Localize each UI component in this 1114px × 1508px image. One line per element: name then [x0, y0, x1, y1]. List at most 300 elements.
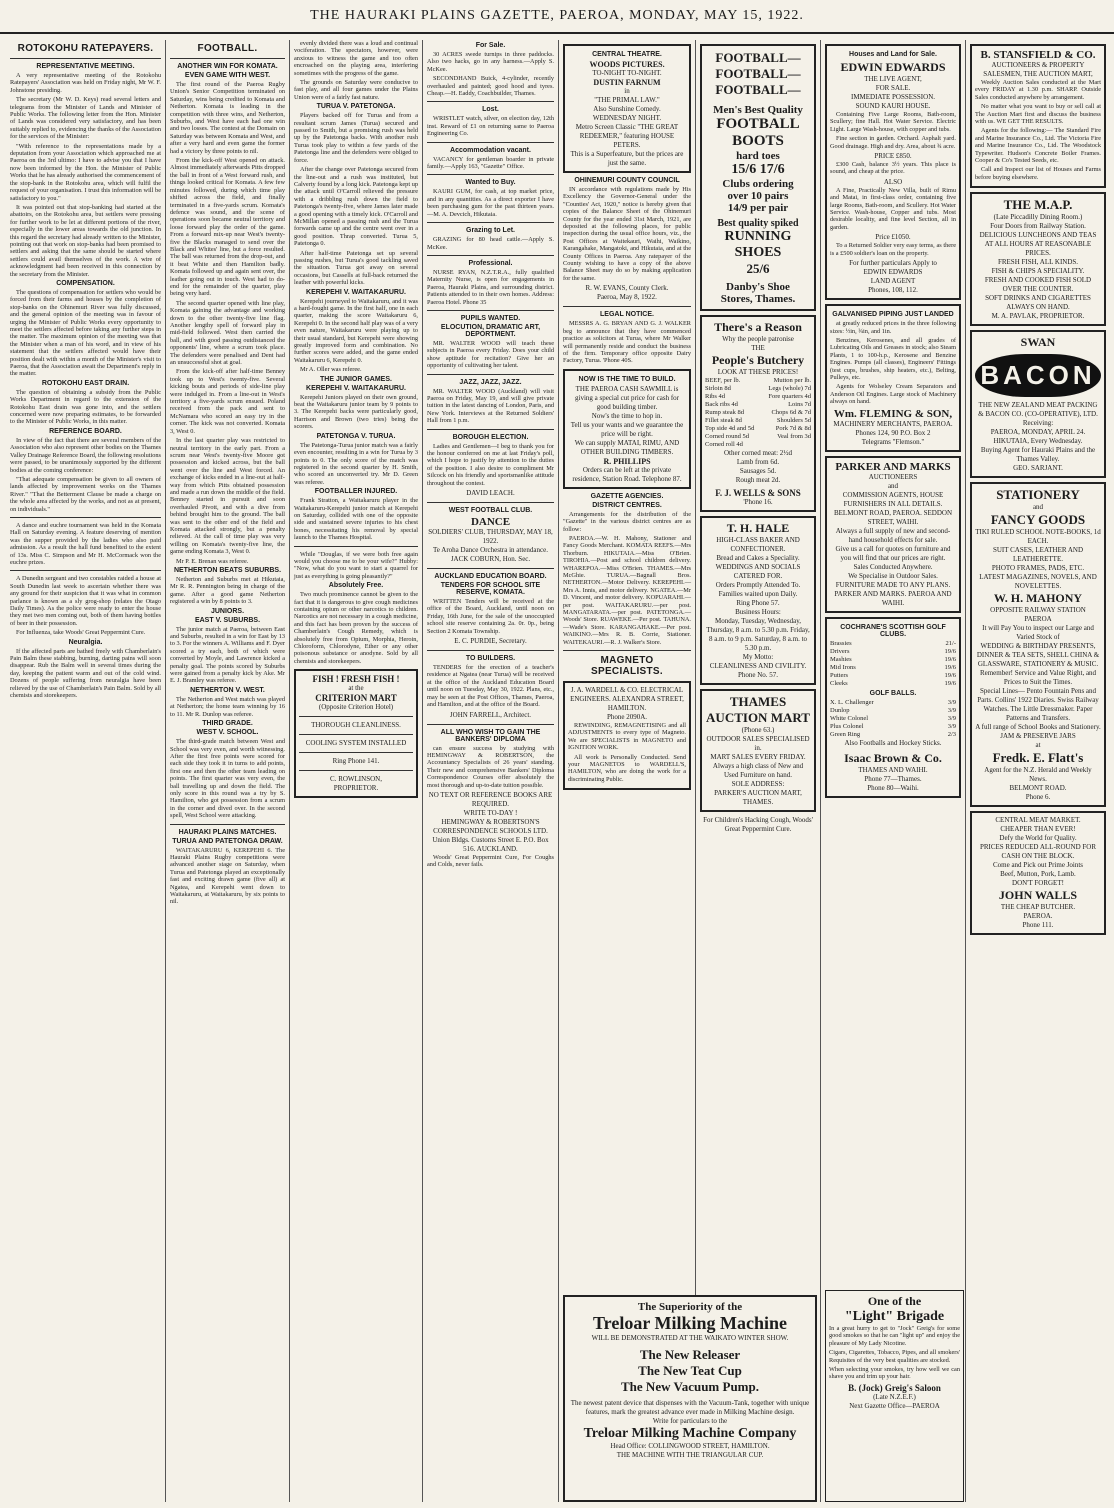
ad-price: 25/6 [746, 261, 770, 276]
column-business [966, 40, 1110, 1502]
ad-line: Agents for Wolseley Cream Separators and Anderson Oil Engines. Large stock of Machinery always on hand. [830, 383, 956, 406]
classified-heading: For Sale. [475, 42, 506, 49]
ad-line: SOFT DRINKS AND CIGARETTES ALWAYS ON HAND. [985, 294, 1091, 312]
ad-line: B. (Jock) Greig's Saloon [848, 1382, 941, 1393]
ad-line: A Fine, Practically New Villa, built of Rimu and Matai, in first-class order, containing five large Rooms, Bath-room, and Scullery. Hot Water Service. Wash-house, Copper and tubs. Most desirable locality, and fine level Section, all in garden. [830, 186, 956, 231]
article-subtitle: REPRESENTATIVE MEETING. [36, 63, 135, 70]
golf-row [830, 672, 956, 680]
ad-line: Also Footballs and Hockey Sticks. [844, 738, 942, 747]
ball-row [830, 731, 956, 739]
ad-line: Orders Promptly Attended To. [715, 581, 801, 589]
signature: JOHN FARRELL, Architect. [449, 710, 532, 719]
paragraph: For Influenza, take Woods' Great Peppermint Cure. [16, 629, 146, 637]
ad-line: PAEROA, MONDAY, APRIL 24. HIKUTAIA, Every Wednesday. [990, 428, 1086, 446]
ad-line: The New Vacuum Pump. [621, 1379, 759, 1394]
classified-heading: Wanted to Buy. [465, 179, 516, 187]
classified-item: can ensure success by studying with HEMINGWAY & ROBERTSON, the Accountancy Specialists of 26 years' standing. Their new and comprehensive Bankers' Diploma Correspondence Courses offer absolutely the most thorough and up-to-date tuition possible. [427, 744, 554, 789]
ad-line: CHEAPER THAN EVER! [1000, 825, 1076, 834]
ad-line: Danby's Shoe [726, 281, 790, 293]
rule [427, 310, 554, 311]
ad-line: Business Hours: [735, 608, 781, 616]
paragraph: WAITAKARURU 6, KEREPEHI 6. The Hauraki Plains Rugby competitions were advanced another stage on Saturday, when Turua and Patetonga played an exceptionally fast and exciting drawn game (five all) at Ngatea, and Kerepehi went down to Waitakaruru, at Waitakaruru, by six points to nil. [170, 846, 285, 906]
ad-line: FANCY GOODS [990, 512, 1086, 528]
rule [10, 517, 161, 518]
theatre-text: TO-NIGHT TO-NIGHT. [592, 69, 662, 77]
paragraph: Netherton and Suburbs met at Hikutaia, Mr R. R. Pennington being in charge of the game. After a good game Netherton registered a win by 8 points to 3. [170, 576, 285, 606]
ad-line: Phone No. 57. [737, 671, 779, 679]
ad-line: Containing Five Large Rooms, Bath-room, Scullery; fine Hall. Hot Water Service. Electric Light. Large Wash-house, with copper and tubs. [830, 111, 956, 133]
masthead [0, 0, 1114, 34]
ad-line: BOOTS [732, 133, 784, 149]
ad-line: AUCTION MART [706, 710, 810, 725]
price-row [705, 401, 811, 409]
ball-row [830, 715, 956, 723]
ad-line: Special Lines— Pento Fountain Pens and Parts. Collins' 1922 Diaries. Swiss Railway Watches. The Little Dressmaker. Paper Patterns and Transfers. [977, 687, 1099, 723]
ad-line: Lamb from 6d. [736, 458, 780, 466]
ad-line: Telegrams "Flemson." [861, 437, 925, 446]
classified-item: TENDERS for the erection of a teacher's residence at Ngatea (near Turua) will be received at the office of the Auckland Education Board until noon on Tuesday, May 30, 1922. Plans, etc., may be seen at the Post Offices, Thames, Paeroa, and Hamilton, and at the office of the Board. [427, 664, 554, 709]
bacon-logo: BACON [975, 354, 1101, 397]
ad-line: SHOES [734, 245, 782, 260]
classified-item: SECONDHAND Buick, 4-cylinder, recently overhauled and painted; good hood and tyres. Cheap.—H. Eaddy, Coachbuilder, Thames. [427, 75, 554, 98]
notice-subheading: DISTRICT CENTRES. [592, 501, 662, 509]
paragraph: After half-time Patetonga set up several passing rushes, but Turua's good tackling saved the situation. Turua got away on several occasions, but Cassells at full-back returned the leather with powerful kicks. [294, 249, 418, 287]
ad-line: (Late N.Z.E.F.) [873, 1392, 916, 1401]
ad-line: WEDDING & BIRTHDAY PRESENTS, DINNER & TEA SETS, SHELL CHINA & GLASSWARE, STATIONERY & MUSIC. [976, 642, 1100, 669]
golf-row-cell: Cleeks [830, 679, 848, 687]
ad-line: Best quality spiked [717, 218, 799, 229]
paragraph: The grounds on Saturday were conducive to fast play, and all four games under the Plains Union were of a fairly fast nature. [294, 79, 418, 101]
price-row-cell: Veal from 3d [777, 433, 811, 440]
paragraph: "That adequate compensation be given to all owners of lands affected by improvement works on the Thames River." "That the Betterment Clause be made a charge on the whole area affected by the works, and not as at present, on individuals." [10, 475, 161, 513]
ad-line: (Late Piccadilly Dining Room.) [993, 213, 1083, 222]
ad-line: Remember! Service and Value Right, and Prices to Suit the Times. [979, 669, 1097, 687]
dance-text: SOLDIERS' CLUB, THURSDAY, MAY 18, 1922. [428, 528, 553, 546]
price-row-cell: Legs (whole) 7d [768, 385, 811, 392]
fish-text: THOROUGH CLEANLINESS. [311, 721, 401, 730]
paragraph: The Netherton and West match was played at Netherton; the home team winning by 16 to 11. Mr R. Dunlop was referee. [170, 695, 285, 718]
ad-line: Monday, Tuesday, Wednesday, Thursday, 8 a.m. to 5.30 p.m. Friday, 8 a.m. to 9 p.m. Saturday, 8 a.m. to 5.30 p.m. [706, 617, 810, 652]
notice-text: MESSRS A. G. BRYAN AND G. J. WALKER beg to announce that they have commenced practice as solicitors at Turua, where Mr Walker will permanently reside and conduct the business of the firm. Temporary office opposite Dairy Factory, Turua. 'Phone 40S. [563, 320, 691, 365]
ad-line: THE [751, 344, 765, 352]
theatre-heading: CENTRAL THEATRE. [592, 51, 662, 58]
fish-text: at the [348, 684, 364, 693]
classified-heading: PUPILS WANTED. [460, 314, 521, 322]
ad-line: SUIT CASES, LEATHER AND LEATHERETTE. [992, 546, 1084, 564]
rule [299, 770, 413, 771]
ad-line: THE NEW ZEALAND MEAT PACKING & BACON CO. (CO-OPERATIVE), LTD. [978, 401, 1098, 419]
golf-row-cell: 19/6 [944, 671, 956, 679]
section-heading: WEST V. SCHOOL. [196, 729, 259, 737]
ball-row-cell: 3/9 [947, 698, 956, 706]
classified-heading: AUCKLAND EDUCATION BOARD. [434, 573, 547, 581]
golf-row [830, 640, 956, 648]
ad-line: B. STANSFIELD & CO. [980, 49, 1096, 61]
golf-row-cell: Mashies [830, 655, 852, 663]
ad-line: PRICES REDUCED ALL-ROUND FOR CASH ON THE BLOCK. [979, 843, 1097, 861]
golf-row-cell: 19/6 [944, 663, 956, 671]
classified-item: WRISTLET watch, silver, on election day, 12th inst. Reward of £1 on returning same to Paeroa Engineering Co. [427, 115, 554, 138]
ad-line: FOOTBALL— [715, 50, 801, 65]
ball-row-cell: Dunlop [830, 706, 850, 714]
ad-line: FOR SALE. [875, 84, 911, 92]
section-heading: FOOTBALLER INJURED. [314, 488, 398, 496]
ad-line: Phone 77—Thames. [864, 774, 922, 783]
ad-line: PARKER AND MARKS. PAEROA AND WAIHI. [834, 589, 952, 607]
ad-line: Isaac Brown & Co. [844, 750, 942, 765]
rule [427, 374, 554, 375]
rule [563, 306, 691, 307]
ball-row-cell: X. L. Challenger [830, 698, 874, 706]
ad-line: Benzines, Kerosenes, and all grades of Lubricating Oils and Greases in stock; also Steam Plants, 1 to 100-h.p., Kerosene and Benzine Engines. Pumps (all classes), Engineers' Fittings (test cups, brushes, ship heaters, etc.), Belting, Pulleys, etc. [830, 336, 956, 381]
ad-line: Come and Pick out Prime Joints [992, 861, 1084, 870]
section-heading: Absolutely Free. [328, 582, 384, 590]
ad-line: at [1035, 741, 1041, 750]
paragraph: A very representative meeting of the Rotokohu Ratepayers' Association was held on Friday night, Mr W. F. Johnstone presiding. [10, 72, 161, 94]
ad-heading: COCHRANE'S SCOTTISH GOLF CLUBS. [840, 623, 946, 638]
butchery-advert [700, 315, 816, 512]
price-table [705, 377, 811, 449]
theatre-film: "THE PRIMAL LAW." [594, 96, 660, 104]
rule [299, 734, 413, 735]
paragraph: The first round of the Paeroa Rugby Union's Senior Competition terminated on Saturday, wins being credited to Komata and Netherton. Komata is leading in the competition with three wins, and Netherton, Suburbs, and West have each had one win and two losses. The contest at the Domain on Saturday was between Komata and West, and after a very hard and even game the former had a victory by three points to nil. [170, 81, 285, 155]
ball-row-cell: 3/9 [947, 722, 956, 730]
paragraph: From the kick-off West opened on attack. Almost immediately afterwards Pitts dropped the ball in front of a West forward rush, and things looked critical for Komata. A few few minutes followed, during which time play shifted across the field, and finally terminated in a five-yards scrum. Komata's defence was sound, and the scene of operations soon became neutral territory and loose forward play the order of the game. From a forward mix-up near West's twenty-five the Blacks managed to send over the Black and Whites' line, but a force resulted. The ball was returned from the drop-out, and it beat White and then Hamilton badly. Komata followed up and again sent over, the leather going out in touch. West had to do-end for the remainder of the quarter, play being very hard. [170, 157, 285, 298]
paragraph: "With reference to the representations made by a deputation from your Association which approached me at Paeroa on the 3rd ultimo: I have to advise you that I have now been informed by the Hon. the Minister of Public Works that he has already authorised the commencement of the stop-bank in the Rotokohu area, which will fulfil the request of your organisation. I trust this information will be satisfactory to you." [10, 142, 161, 202]
ad-line: Sausages 5d. [739, 467, 777, 475]
ad-line: DON'T FORGET! [1012, 879, 1064, 888]
ad-line: Bread and Cakes a Speciality. [716, 554, 800, 562]
ad-line: AUCTIONEERS [868, 472, 918, 481]
price-row-cell: Shoulders 5d [776, 417, 811, 424]
rule [299, 752, 413, 753]
golf-row [830, 656, 956, 664]
notice-text: Now's the time to hop in. [591, 411, 663, 420]
ad-line: COMMISSION AGENTS, HOUSE FURNISHERS IN ALL DETAILS. [842, 490, 944, 508]
section-heading: EAST V. SUBURBS. [194, 616, 261, 624]
ad-line: PARKER'S AUCTION MART, THAMES. [714, 789, 802, 806]
ad-line: and [1032, 503, 1044, 512]
thames-auction-advert [700, 689, 816, 812]
ad-line: EDWIN EDWARDS [840, 60, 946, 74]
ad-line: MART SALES EVERY FRIDAY. [710, 753, 806, 761]
price-row [705, 417, 811, 425]
notice-text: Phone 2090A. [606, 713, 648, 722]
article-subtitle: ANOTHER WIN FOR KOMATA. [177, 63, 278, 70]
ad-line: JOHN WALLS [998, 888, 1078, 903]
ad-line: Treloar Milking Machine Company [583, 1426, 797, 1441]
ad-line: Wm. FLEMING & SON, [833, 407, 953, 420]
column-football-cont [290, 40, 423, 1502]
rule [427, 222, 554, 223]
ad-line: Cigars, Cigarettes, Tobacco, Pipes, and all smokers' Requisites of the very best qualities are stocked. [829, 1349, 960, 1364]
swan-bacon-advert [970, 330, 1106, 478]
edwards-advert [825, 44, 961, 300]
ball-row [830, 699, 956, 707]
ad-heading: GALVANISED PIPING JUST LANDED [832, 311, 954, 319]
ad-line: Phone 6. [1025, 793, 1051, 802]
price-row-cell: Back ribs 4d [705, 401, 738, 408]
ball-row-cell: 2/3 [947, 730, 956, 738]
notice-heading: MAGNETO SPECIALISTS. [591, 655, 663, 678]
classified-heading: TO BUILDERS. [465, 655, 516, 663]
ad-line: (Phone 63.) [741, 726, 775, 734]
golf-row-cell: 19/6 [944, 647, 956, 655]
golf-row-cell: 19/6 [944, 679, 956, 687]
ad-line: BELMONT ROAD, PAEROA. SEDDON STREET, WAIHI. [833, 508, 953, 526]
ad-line: Price £1050. [875, 233, 911, 242]
ad-line: GEO. SARJANT. [1013, 464, 1063, 473]
signature: E. C. PURDIE, Secretary. [454, 637, 527, 646]
ad-line: FRESH AND COOKED FISH SOLD OVER THE COUNTER. [984, 276, 1092, 294]
classified-heading: Accommodation vacant. [450, 146, 531, 154]
notice-heading: LEGAL NOTICE. [600, 311, 654, 319]
ad-title: "Light" Brigade [844, 1309, 945, 1324]
treloar-advert [563, 1295, 817, 1502]
ad-line: Always a high class of New and Used Furniture on hand. [712, 762, 804, 779]
fish-text: Ring Phone 141. [332, 757, 380, 766]
fish-advert [294, 669, 418, 798]
ad-line: Four Doors from Railway Station. [990, 222, 1086, 231]
paragraph: From the kick-off after half-time Benney took up to West's twenty-five. Several kicking bouts and periods of side-line play were indulged in. From a line-out in West's territory a five-yards scrum ensued. Poland received from the pack and sent to McNamara who scored an easy try in the corner. The kick was not converted. Komata 3, West 0. [170, 368, 285, 435]
theatre-text: This is a Superfeature, but the prices are just the same. [570, 150, 684, 167]
ad-line: Agents for the following:— The Standard Fire and Marine Insurance Co., Ltd. The Victoria Fire and Marine Insurance Co., Ltd. The Woodstock Typewriter. Hudson's Concrete Boiler Frames. Cooper & Co's Tested Seeds, etc. [975, 127, 1101, 165]
ad-line: Phone 80—Waihi. [867, 783, 919, 792]
classified-item: MR. WALTER WOOD (Auckland) will visit Paeroa on Friday, May 19, and will give private tuition in the latest dancing of London, Paris, and New York. Interviews at the Returned Soldiers' Hall from 1 p.m. [427, 387, 554, 425]
danbys-advert [700, 44, 816, 311]
rule [427, 174, 554, 175]
ad-line: FOOTBALL— [715, 66, 801, 81]
golf-row-cell: Drivers [830, 647, 850, 655]
ad-line: PAEROA [1024, 615, 1052, 624]
column-notices [559, 40, 696, 1502]
ad-line: Receiving: [1022, 419, 1054, 428]
section-heading: THIRD GRADE. [202, 720, 253, 728]
price-row [705, 385, 811, 393]
paragraph: Kerepehi Juniors played on their own ground, beat the Waitakaruru junior team by 9 points to 3. The Kerepehi backs were particularly good, Harrison and Brown (two tries) being the scorers. [294, 393, 418, 431]
ad-line: LAND AGENT [870, 277, 916, 286]
price-row [705, 393, 811, 401]
section-heading: TURUA V. PATETONGA. [316, 103, 396, 111]
signature: JACK COBURN, Hon. Sec. [450, 555, 531, 564]
ad-line: PHOTO FRAMES, PADS, ETC. [991, 564, 1085, 573]
price-row-cell: Fillet steak 8d [705, 417, 742, 424]
ad-line: No matter what you want to buy or sell call at The Auction Mart first and discuss the business with us. WE GET THE RESULTS. [975, 103, 1101, 126]
notice-date: Paeroa, May 8, 1922. [597, 293, 657, 302]
ad-line: Fine section in garden. Orchard. Asphalt yard. Good drainage. High and dry. Area, about ¾ acre. [830, 135, 956, 150]
price-row-cell: Chops 6d & 7d [771, 409, 811, 416]
paragraph: Players backed off for Turua and from a resultant scrum James (Turua) secured and passed to Smith, but a promising rush was held up by the Patetonga backs. With another rush Turua took play to within a few yards of the Patetonga line and the defenders were obliged to force. [294, 112, 418, 164]
ad-line: STATIONERY [996, 487, 1080, 503]
rule [10, 58, 161, 59]
mahony-advert [970, 482, 1106, 807]
paragraph: Kerepehi journeyed to Waitakaruru, and it was a hard-fought game. In the first half, one in each quarter, making the score Waitakaruru 6, Kerepehi 0. In the second half play was of a very even nature, Waitakaruru were playing up to their usual standard, but Kerepehi were showing greatly improved form and combination. No further scores were added, and the game ended Waitakaruru 6, Kerepehi 0. [294, 297, 418, 364]
rule [427, 101, 554, 102]
column-rotokohu [6, 40, 166, 1502]
hale-advert [700, 516, 816, 685]
golf-row-cell: Putters [830, 671, 849, 679]
theatre-text: WOODS PICTURES. [589, 60, 665, 69]
section-heading: JUNIORS. [210, 607, 245, 615]
ad-line: My Motto: [742, 653, 774, 661]
rule [170, 58, 285, 59]
ad-line: People's Butchery [711, 353, 805, 367]
ad-line: 'Phone 16. [743, 498, 773, 506]
classified-item: GRAZING for 80 head cattle.—Apply S. McKee. [427, 236, 554, 251]
masthead-title: THE HAURAKI PLAINS GAZETTE, PAEROA, MONDAY, MAY 15, 1922. [310, 8, 804, 23]
ad-line: Sales Conducted Anywhere. [853, 562, 933, 571]
paragraph: The questions of compensation for settlers who would be forced from their farms and houses by the completion of stop-banks on the Ohinemuri River was fully discussed, and the general opinion of the meeting was in favour of urging the Minister of Public Works every opportunity to meet the settlers affected before taking any further steps in the matter. The maximum opinion of the meeting was that the Minister when a man of his word, and in view of his statement that the settlers affected would have their position dealt with within a month of the Minister's visit to Paeroa, that the Association await the Department's reply in the matter. [10, 288, 161, 378]
paragraph: Two much prominence cannot be given to the fact that it is dangerous to give cough medicines containing opium or other narcotics to children. Narcotics are not necessary in a cough medicine, and this fact has been proven by the success of Chamberlain's Cough Remedy, which is absolutely free from Opium, Morphia, Heroin, Chloroform, Chlorodyne, Ether or any other poisonous substance or anodyne. Sold by all chemists and storekeepers. [294, 591, 418, 665]
fish-text: (Opposite Criterion Hotel) [318, 703, 394, 712]
section-heading: HAURAKI PLAINS MATCHES. [178, 828, 277, 836]
section-heading: TURUA AND PATETONGA DRAW. [172, 837, 283, 845]
classified-item: VACANCY for gentleman boarder in private family.—Apply 163, "Gazette" Office. [427, 155, 554, 171]
ad-line: FISH & CHIPS A SPECIALITY. [991, 267, 1085, 276]
classified-item: Woods' Great Peppermint Cure, For Coughs and Colds, never fails. [427, 853, 554, 869]
ad-line: Phones, 108, 112. [868, 286, 918, 295]
ad-line: IMMEDIATE POSSESSION. [850, 93, 935, 101]
notice-text: Orders can be left at the private residence, Station Road. Telephone 87. [572, 465, 682, 483]
notice-text: IN accordance with regulations made by His Excellency the Governor-General under the "Counties' Act, 1920," notice is hereby given that copies of the Balance Sheet of the Ohinemuri County for the year ended 31st March, 1921, are deposited at the following places, for public inspection during the usual office hours, viz., the Post Offices at Waitekauri, Waihi, Waikino, Karangahake, Mangatoki, and Hikutaia, and at the County Offices in Paeroa. Any ratepayer of the County wishing to have a copy of the above Balance Sheet may do so by making application for the same. [563, 186, 691, 282]
notice-text: We can supply MATAI, RIMU, AND OTHER BUILDING TIMBERS. [574, 438, 680, 456]
price-row-cell: Sirloin 8d [705, 385, 731, 392]
rule [10, 570, 161, 571]
paragraph: A dance and euchre tournament was held in the Komata Hall on Saturday evening. A feature deserving of mention was the supper provided by the ladies who also paid admission. As a result the hall fund benefited to the extent of 13s. Miss C. Simpson and Mr H. McCormack won the euchre prizes. [10, 521, 161, 566]
ball-row-cell: 3/9 [947, 714, 956, 722]
ad-line: DELICIOUS LUNCHEONS AND TEAS AT ALL HOURS AT REASONABLE PRICES. [979, 231, 1097, 258]
rule [170, 824, 285, 825]
paragraph: After the change over Patetonga secured from the line-out and a rush was instituted, but Calverty found by a long kick. Patetonga kept up the attack until O'Carroll relieved the pressure with a dribbling rush down the field to Patetonga's twenty-five, where James later made a good opening with a timely kick. O'Carroll and McMillan opened a passing rush and the Turua forwards came up and the centre went over in a good position. Thrap converted. Turua 5, Patetonga 0. [294, 166, 418, 248]
column-classifieds [423, 40, 559, 1502]
ad-line: TIKI RULED SCHOOL NOTE-BOOKS, 1d EACH. [975, 528, 1101, 546]
ad-line: W. H. MAHONY [993, 591, 1083, 606]
ad-line: To a Returned Soldier very easy terms, as there is a £500 soldier's loan on the property. [830, 242, 956, 257]
classified-item: WRITE TO-DAY ! [463, 808, 518, 817]
notice-text: J. A. WARDELL & CO. ELECTRICAL ENGINEERS. ALEXANDRA STREET, HAMILTON. [570, 686, 684, 713]
price-row [705, 425, 811, 433]
ad-line: Beef, Mutton, Pork, Lamb. [1000, 870, 1076, 879]
section-heading: REFERENCE BOARD. [49, 427, 122, 435]
ball-row-cell: Plus Colonel [830, 722, 864, 730]
ad-line: RUNNING [724, 229, 792, 244]
ad-line: at greatly reduced prices in the three following sizes: ½in, ¾in, and 1in. [830, 320, 956, 335]
ad-line: EDWIN EDWARDS [863, 268, 923, 277]
paragraph: The question of obtaining a subsidy from the Public Works Department in regard to the extension of the Rotokohu East drain was gone into, and the settlers concerned were now preparing estimates, to be forwarded to the Minister of Public Works, in this matter. [10, 388, 161, 426]
article-title: FOOTBALL. [197, 43, 258, 54]
classified-item: KAURI GUM, for cash, at top market price, and in any quantities. As a direct exporter I have been purchasing gum for the past thirteen years.—M. A. Devcich, Hikutaia. [427, 188, 554, 218]
golf-row [830, 680, 956, 688]
notice-heading: OHINEMURI COUNTY COUNCIL [574, 177, 680, 184]
article-title: ROTOKOHU RATEPAYERS. [17, 43, 154, 54]
section-heading: KEREPEHI V. WAITAKARURU. [306, 384, 406, 392]
golf-row-cell: 21/- [945, 639, 956, 647]
ad-line: M. A. PAVLAK, PROPRIETOR. [991, 312, 1085, 321]
price-row-cell: Fore quarters 4d [768, 393, 811, 400]
ad-line: JAM & PRESERVE JARS [1000, 732, 1076, 741]
ad-line: THE M.A.P. [1003, 197, 1073, 213]
classified-item: MR. WALTER WOOD will teach these subjects in Paeroa every Friday. Does your child show aptitude for recitation? Give her an opportunity of cultivating her talent. [427, 339, 554, 370]
ad-line: FOOTBALL— [715, 82, 801, 97]
ad-line: Why the people patronise [722, 335, 794, 343]
theatre-text: WEDNESDAY NIGHT. [592, 114, 662, 122]
ad-line: SWAN [1020, 335, 1056, 350]
classified-item: WRITTEN Tenders will be received at the office of the Board, Auckland, until noon on Friday, 16th June, for the sale of the unoccupied school site reserve containing 2a. 0r. 0p., being Section 2 Komata Township. [427, 598, 554, 635]
rule [427, 650, 554, 651]
classified-heading: Professional. [468, 259, 513, 267]
paragraph: Mr A. Oller was referee. [300, 366, 362, 374]
classified-heading: Grazing to Let. [466, 227, 515, 235]
column-football-ad [696, 40, 821, 1502]
ad-line: Next Gazette Office—PAEROA [849, 1401, 940, 1410]
ball-row [830, 723, 956, 731]
golf-clubs-table [830, 640, 956, 688]
notice-heading: NOW IS THE TIME TO BUILD. [578, 375, 676, 383]
dance-title: DANCE [470, 516, 511, 529]
ad-line: AUCTIONEERS & PROPERTY SALESMEN, THE AUCTION MART, [983, 61, 1093, 78]
paragraph: It was pointed out that stop-banking had started at the abattoirs, on the Rotokohu area, but settlers were pressing for further work to be let at different portions of the river, especially in the lower areas towards the old junction. In this regard the secretary had already written to the Minister, pointing out that work on stop-banks had been promised to settlers and asking that the same should be started where settlers could avail themselves of the work. A wire of acknowledgment had been received in this connection by the secretary from the Minister. [10, 203, 161, 278]
ad-line: PARKER AND MARKS [835, 460, 951, 473]
ad-line: PRICE £850. [874, 152, 912, 161]
notice-text: REWINDING, REMAGNETISING and all ADJUSTMENTS to every type of Magneto. We are SPECIALISTS in MAGNETO and IGNITION WORK. [568, 722, 686, 752]
ad-line: CLEANLINESS AND CIVILITY. [709, 662, 807, 670]
dance-text: Te Aroha Dance Orchestra in attendance. [433, 546, 548, 555]
column-football [166, 40, 290, 1502]
rule [427, 255, 554, 256]
map-advert [970, 192, 1106, 326]
ball-row-cell: 3/9 [947, 706, 956, 714]
price-row [705, 377, 811, 385]
paragraph: The Patetonga-Turua junior match was a fairly even encounter, resulting in a win for Turua by 3 points to 0. The only score of the match was registered in the second quarter by H. Smith, who scored an unconverted try. Mr D. Green was referee. [294, 441, 418, 486]
ad-line: FURNITURE MADE TO ANY PLANS. [835, 580, 951, 589]
ad-line: Buying Agent for Hauraki Plains and the Thames Valley. [980, 446, 1096, 464]
price-row-cell: Corned round 5d [705, 433, 750, 440]
ad-line: BELMONT ROAD. [1009, 784, 1067, 793]
notice-heading: GAZETTE AGENCIES. [590, 492, 664, 500]
theatre-advert [563, 44, 691, 173]
classified-heading: Lost. [482, 106, 499, 114]
ad-line: A full range of School Books and Stationery. [975, 723, 1101, 732]
ad-line: MACHINERY MERCHANTS, PAEROA. [833, 419, 953, 428]
ad-line: Other corned meat: 2½d [723, 449, 793, 457]
rule [299, 716, 413, 717]
paragraph: Frank Stratton, a Waitakaruru player in the Waitakaruru-Kerepehi junior match at Kerepehi on Saturday, collided with one of the opposite side and sustained severe injuries to his chest bones, necessitating his removal by special launch to the Thames Hospital. [294, 497, 418, 542]
ad-line: Weekly Auction Sales conducted at the Mart every FRIDAY at 1.30 p.m. SHARP. Outside Sales conducted anywhere by arrangement. [975, 79, 1101, 101]
ad-line: The New Releaser [639, 1347, 741, 1362]
signature: HEMINGWAY & ROBERTSON'S CORRESPONDENCE SCHOOLS LTD. Union Bldgs. Customs Street E. P.O. Box 516. AUCKLAND. [432, 817, 549, 853]
rule [563, 650, 691, 651]
section-heading: COMPENSATION. [56, 279, 115, 287]
golf-row-cell: Mid Irons [830, 663, 856, 671]
ad-heading: Houses and Land for Sale. [849, 51, 937, 58]
ad-line: Agent for the N.Z. Herald and Weekly News. [984, 766, 1092, 784]
ad-line: over 10 pairs [727, 190, 789, 202]
section-heading: PATETONGA V. TURUA. [316, 432, 396, 440]
ad-line: Head Office: COLLINGWOOD STREET, HAMILTON. [610, 1442, 770, 1450]
ad-line: For further particulars Apply to [849, 259, 937, 268]
notice-text: PAEROA.—W. H. Mahony, Stationer and Fancy Goods Merchant. KOMATA REEFS.—Mrs Thorburn. HIKUTAIA.—Miss O'Brien. TIROHIA.—Post and school children delivery. WHAREPOA.—Miss O'Brien. THAMES.—Mrs McGhie. TURUA.—Bagnall Bros. NETHERTON.—Motor Delivery. KEREPEHI.—Mrs A. Innis, and motor delivery. NGATEA.—Mr D. Vincent, and motor delivery. KOPUARAHI.—per post. WAITAKARURU.—per post. MANGATARATA.—per post. PATETONGA.—Woods' Store. RUAWEKE.—Per post. TAHUNA.—Wade's Store. KARANGAHAKE.—Per post. WAIKINO.—Mrs R. B. Corrie, Stationer. WAITEKAURI.—R. J. Walker's Store. [563, 534, 691, 646]
theatre-text: Also Sunshine Comedy. [593, 105, 661, 113]
rule [427, 568, 554, 569]
paragraph: The junior match at Paeroa, between East and Suburbs, resulted in a win for East by 13 to 3. For the winners A. Williams and F. Dyer scored a try each, both of which were converted by Moyle, and Lawrence kicked a penalty goal. The points scored by Suburbs were gained from a penalty kick by Ake. Mr E. J. Bramley was referee. [170, 625, 285, 685]
paragraph: The third-grade match between West and School was very even, and worth witnessing. After the first free points were scored for each side they took it in turns to add points, first one and then the other team leading on points. The first quarter was very even, the ball travelling up and down the field. The only score in this round was a try by S. Hamilton, who got possession from a scrum in the corner and dived over. In the second spell, West School were attacking. [170, 738, 285, 820]
ad-line: One of the [867, 1294, 922, 1308]
price-row [705, 433, 811, 441]
ad-line: SOUND KAURI HOUSE. [855, 102, 931, 110]
ball-row [830, 707, 956, 715]
paragraph: Mr P. E. Brenan was referee. [176, 557, 249, 565]
section-heading: ROTOKOHU EAST DRAIN. [41, 379, 130, 387]
